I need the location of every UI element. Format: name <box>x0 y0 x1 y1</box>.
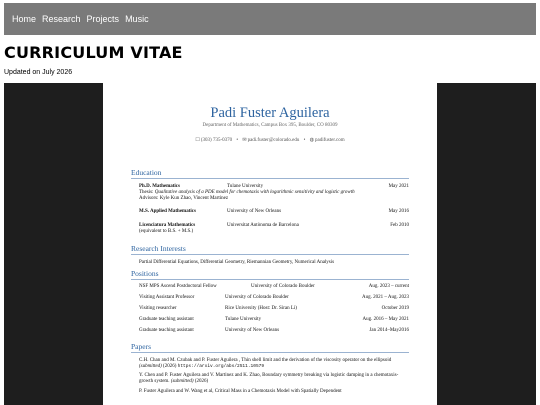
position-title: Graduate teaching assistant <box>139 328 194 333</box>
paper-entry <box>139 389 409 395</box>
position-place: University of New Orleans <box>225 328 280 333</box>
cv-name: Padi Fuster Aguilera <box>210 105 330 121</box>
position-title: Visiting researcher <box>139 306 177 311</box>
pdf-page <box>103 83 437 405</box>
cv-contact <box>103 137 437 143</box>
paper-status: (submitted) <box>170 379 194 384</box>
thesis-title: Qualitative analysis of a PDE model for chemotaxis with logarithmic sensitivity and logistic growth <box>154 190 355 195</box>
nav-research-link[interactable]: Research <box>42 14 81 24</box>
paper-text: C.H. Chan and M. Czubak and P. Fuster Aguilera , Thin shell limit and the derivation of the viscosity operator on the ellipsoid <box>139 358 392 363</box>
paper-text: P. Fuster Aguilera and W. Wang et al, Critical Mass in a Chemotaxis Model with Spatially Dependent <box>139 389 342 394</box>
edu-lic-date: Feb 2010 <box>390 223 409 228</box>
position-place: Tulane University <box>225 317 262 322</box>
edu-phd-school: Tulane University <box>227 184 264 189</box>
paper-year: (2026) <box>194 379 209 384</box>
paper-entry <box>139 373 409 385</box>
email-icon: ✉ <box>242 138 247 143</box>
position-place: University of Colorado Boulder <box>225 295 289 300</box>
edu-ms-school: University of New Orleans <box>227 209 282 214</box>
nav-home-link[interactable]: Home <box>12 14 37 24</box>
page-title: CURRICULUM VITAE <box>4 43 183 62</box>
position-title: Visiting Assistant Professor <box>139 295 195 300</box>
research-heading: Research Interests <box>131 244 409 255</box>
contact-separator: • <box>236 138 239 143</box>
edu-phd-degree: Ph.D. Mathematics <box>139 184 180 189</box>
papers-heading: Papers <box>131 342 409 353</box>
edu-phd-date: May 2021 <box>388 184 409 189</box>
cv-email-link[interactable]: padi.fuster@colorado.edu <box>247 138 300 143</box>
cv-department: Department of Mathematics, Campus Box 395, Boulder, CO 80309 <box>202 123 338 128</box>
paper-year: (2026) <box>163 364 177 369</box>
edu-ms-degree: M.S. Applied Mathematics <box>139 209 196 214</box>
position-date: Aug. 2023 – current <box>368 284 409 289</box>
position-date: Aug. 2016 – May 2021 <box>362 317 409 322</box>
edu-ms-date: May 2016 <box>388 209 409 214</box>
globe-icon: ◍ <box>309 138 315 143</box>
nav-projects-link[interactable]: Projects <box>86 14 120 24</box>
phone-icon: ☐ <box>195 138 200 143</box>
pdf-viewer[interactable] <box>4 83 536 405</box>
paper-arxiv-link[interactable]: https://arxiv.org/abs/2511.10579 <box>177 364 265 369</box>
research-text: Partial Differential Equations, Differential Geometry, Riemannian Geometry, Numerical Analysis <box>139 260 335 265</box>
updated-date: Updated on July 2026 <box>4 69 73 76</box>
position-title: Graduate teaching assistant <box>139 317 194 322</box>
edu-lic-degree: Licenciatura Mathematics <box>139 223 196 228</box>
cv-phone: (303) 735-0370 <box>200 138 233 143</box>
top-navbar <box>4 3 536 35</box>
nav-music-link[interactable]: Music <box>125 14 149 24</box>
contact-separator: • <box>303 138 306 143</box>
positions-heading: Positions <box>131 269 409 280</box>
position-place: Rice University (Host: Dr. Siran Li) <box>225 306 297 311</box>
position-place: University of Colorado Boulder <box>251 284 315 289</box>
position-date: October 2019 <box>381 306 409 311</box>
edu-lic-school: Universitat Autònoma de Barcelona <box>227 223 299 228</box>
paper-status: (submitted) <box>139 364 162 369</box>
position-date: Aug. 2021 – Aug. 2023 <box>362 295 409 300</box>
thesis-label: Thesis: <box>139 190 154 195</box>
position-title: NSF MPS Ascend Postdoctoral Fellow <box>139 284 217 289</box>
cv-website-link[interactable]: padifuster.com <box>315 138 345 143</box>
edu-lic-note: (equivalent to B.S. + M.S.) <box>139 229 194 234</box>
paper-text: Y. Chen and P. Fuster Aguilera and V. Martinez and K. Zhao, Boundary symmetry breaking via logistic damping in a chemotaxis-growth system. <box>139 373 399 384</box>
thesis-advisors: Advisors: Kyle Kun Zhao, Vincent Martinez <box>139 196 229 201</box>
position-date: Jan 2014–May2016 <box>369 328 409 333</box>
education-heading: Education <box>131 168 409 179</box>
paper-entry <box>139 358 409 370</box>
